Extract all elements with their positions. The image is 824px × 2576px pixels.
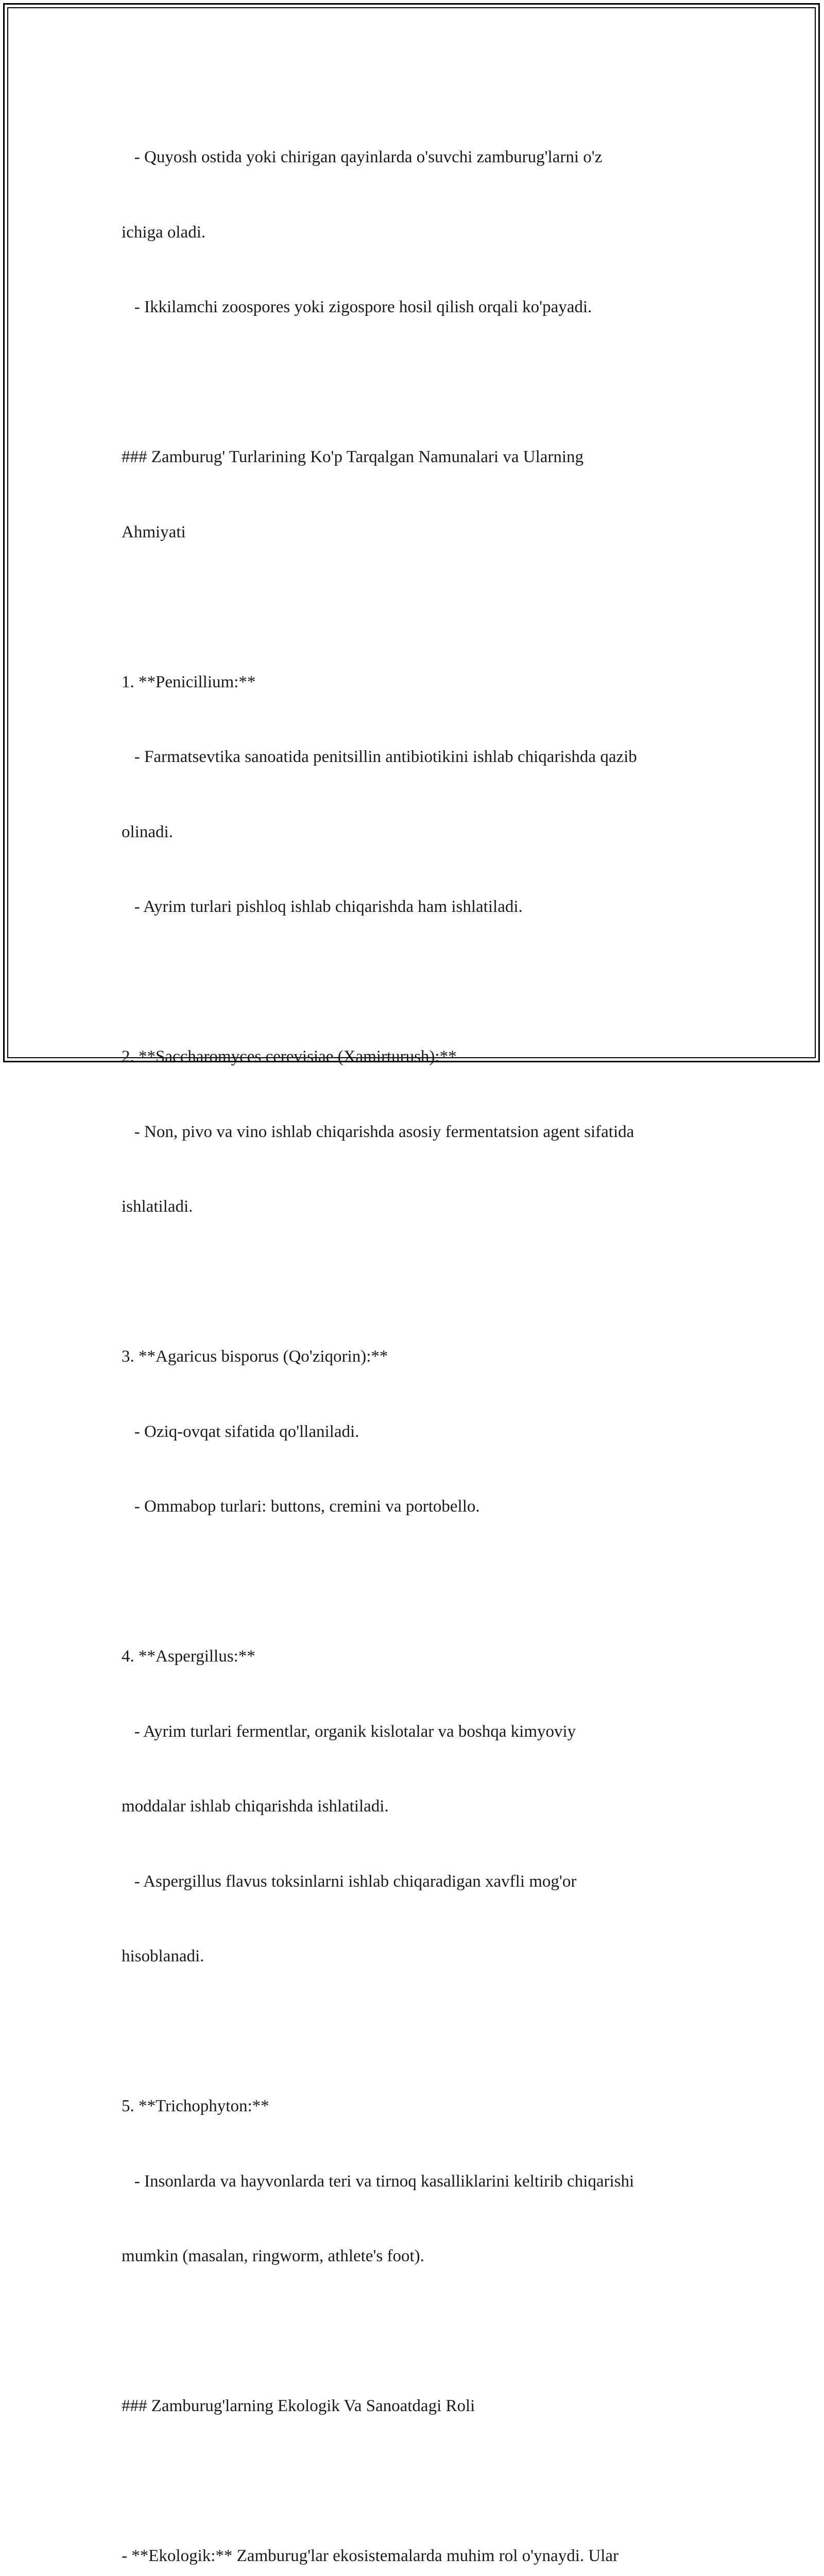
text-line: - Farmatsevtika sanoatida penitsillin antibiotikini ishlab chiqarishda qazib bbox=[122, 748, 637, 766]
text-line: - Oziq-ovqat sifatida qo'llaniladi. bbox=[122, 1422, 359, 1441]
list-item-title: 3. **Agaricus bisporus (Qo'ziqorin):** bbox=[122, 1347, 388, 1366]
blank-line bbox=[122, 370, 703, 395]
text-line: - Ikkilamchi zoospores yoki zigospore hosil qilish orqali ko'payadi. bbox=[122, 298, 592, 316]
text-line: ichiga oladi. bbox=[122, 223, 206, 242]
section-heading: ### Zamburug' Turlarining Ko'p Tarqalgan Namunalari va Ularning bbox=[122, 448, 584, 466]
blank-line bbox=[122, 2319, 703, 2344]
blank-line bbox=[122, 2019, 703, 2044]
list-item-title: 2. **Saccharomyces cerevisiae (Xamirturush):** bbox=[122, 1047, 457, 1066]
list-item-title: 4. **Aspergillus:** bbox=[122, 1647, 255, 1666]
text-line: - Insonlarda va hayvonlarda teri va tirnoq kasalliklarini keltirib chiqarishi bbox=[122, 2172, 634, 2191]
list-item-title: 5. **Trichophyton:** bbox=[122, 2097, 269, 2115]
text-line: - Ayrim turlari pishloq ishlab chiqarishda ham ishlatiladi. bbox=[122, 897, 523, 916]
text-line: olinadi. bbox=[122, 822, 173, 841]
text-line: mumkin (masalan, ringworm, athlete's foot). bbox=[122, 2247, 424, 2265]
text-line: - Non, pivo va vino ishlab chiqarishda asosiy fermentatsion agent sifatida bbox=[122, 1122, 634, 1141]
text-line: - **Ekologik:** Zamburug'lar ekosistemalarda muhim rol o'ynaydi. Ular bbox=[122, 2547, 619, 2565]
text-line: - Aspergillus flavus toksinlarni ishlab chiqaradigan xavfli mog'or bbox=[122, 1872, 577, 1891]
list-item-title: 1. **Penicillium:** bbox=[122, 672, 256, 691]
blank-line bbox=[122, 970, 703, 995]
section-heading: Ahmiyati bbox=[122, 522, 186, 541]
text-line: moddalar ishlab chiqarishda ishlatiladi. bbox=[122, 1797, 389, 1816]
text-line: - Quyosh ostida yoki chirigan qayinlarda o'suvchi zamburug'larni o'z bbox=[122, 148, 603, 166]
blank-line bbox=[122, 595, 703, 620]
text-line: - Ayrim turlari fermentlar, organik kislotalar va boshqa kimyoviy bbox=[122, 1722, 576, 1741]
blank-line bbox=[122, 1569, 703, 1595]
section-heading: ### Zamburug'larning Ekologik Va Sanoatdagi Roli bbox=[122, 2397, 475, 2415]
text-line: - Ommabop turlari: buttons, cremini va portobello. bbox=[122, 1497, 480, 1516]
text-line: ishlatiladi. bbox=[122, 1197, 193, 1216]
text-line: hisoblanadi. bbox=[122, 1947, 204, 1965]
document-body bbox=[122, 95, 703, 2576]
blank-line bbox=[122, 1269, 703, 1295]
blank-line bbox=[122, 2469, 703, 2494]
